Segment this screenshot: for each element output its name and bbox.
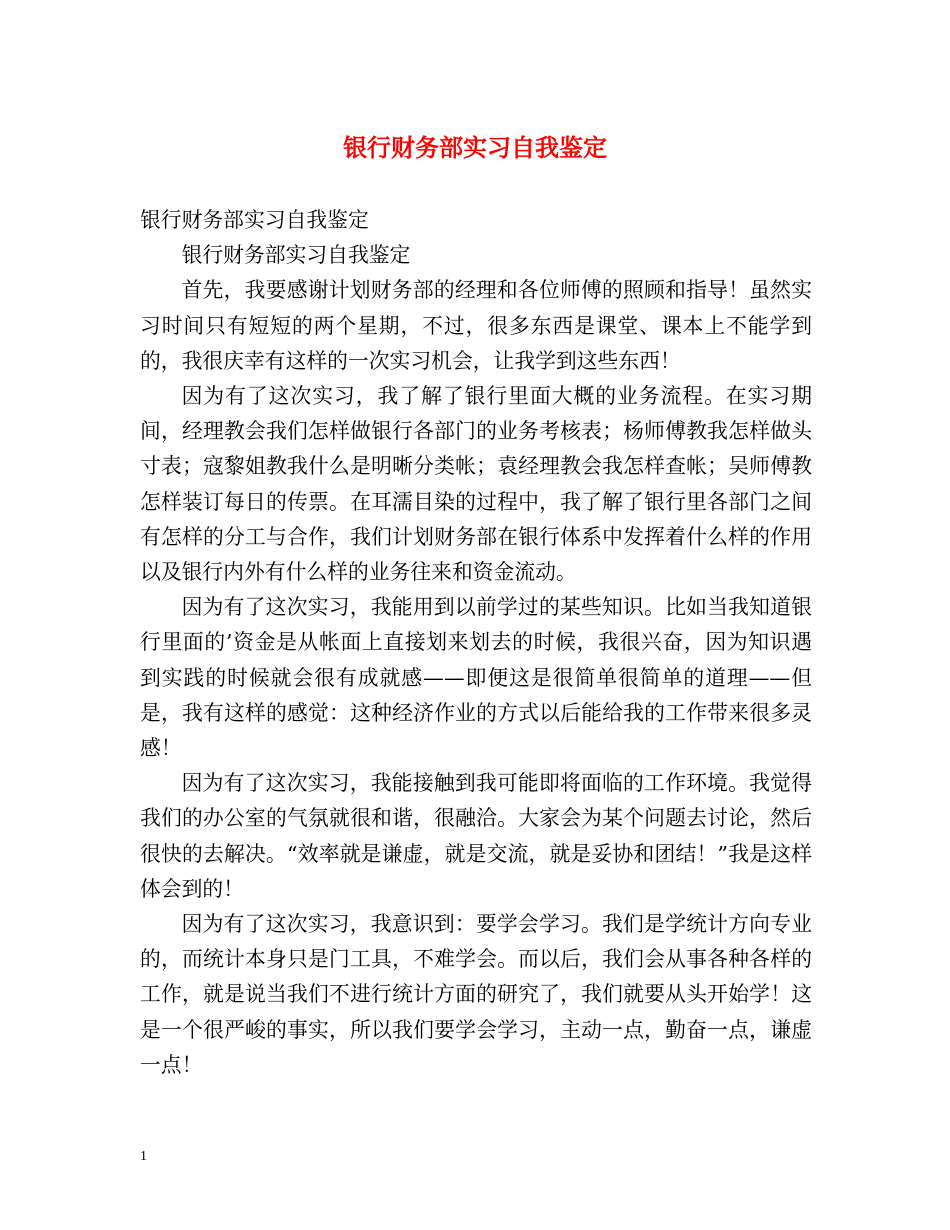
section-heading: 银行财务部实习自我鉴定 bbox=[140, 208, 369, 232]
paragraph-business-process: 因为有了这次实习，我了解了银行里面大概的业务流程。在实习期间，经理教会我们怎样做银行各部门的业务考核表；杨师傅教我怎样做头寸表；寇黎姐教我什么是明晰分类帐；袁经理教会我怎样查帐；吴师傅教怎样装订每日的传票。在耳濡目染的过程中，我了解了银行里各部门之间有怎样的分工与合作，我们计划财务部在银行体系中发挥着什么样的作用以及银行内外有什么样的业务往来和资金流动。 bbox=[140, 384, 812, 585]
paragraph-learning: 因为有了这次实习，我意识到：要学会学习。我们是学统计方向专业的，而统计本身只是门工具，不难学会。而以后，我们会从事各种各样的工作，就是说当我们不进行统计方面的研究了，我们就要从头开始学！这是一个很严峻的事实，所以我们要学会学习，主动一点，勤奋一点，谦虚一点！ bbox=[140, 912, 812, 1077]
page-number: 1 bbox=[140, 1149, 147, 1164]
paragraph-knowledge-application: 因为有了这次实习，我能用到以前学过的某些知识。比如当我知道银行里面的’资金是从帐面上直接划来划去的时候，我很兴奋，因为知识遇到实践的时候就会很有成就感——即便这是很简单很简单的道理——但是，我有这样的感觉：这种经济作业的方式以后能给我的工作带来很多灵感！ bbox=[140, 595, 812, 761]
paragraph-work-environment: 因为有了这次实习，我能接触到我可能即将面临的工作环境。我觉得我们的办公室的气氛就很和谐，很融洽。大家会为某个问题去讨论，然后很快的去解决。“效率就是谦虚，就是交流，就是妥协和团结！”我是这样体会到的！ bbox=[140, 771, 812, 901]
document-body bbox=[140, 203, 812, 1083]
document-title: 银行财务部实习自我鉴定 bbox=[343, 133, 607, 162]
paragraph-gratitude: 首先，我要感谢计划财务部的经理和各位师傅的照顾和指导！虽然实习时间只有短短的两个星期，不过，很多东西是课堂、课本上不能学到的，我很庆幸有这样的一次实习机会，让我学到这些东西！ bbox=[140, 278, 812, 373]
section-subheading: 银行财务部实习自我鉴定 bbox=[181, 243, 411, 268]
